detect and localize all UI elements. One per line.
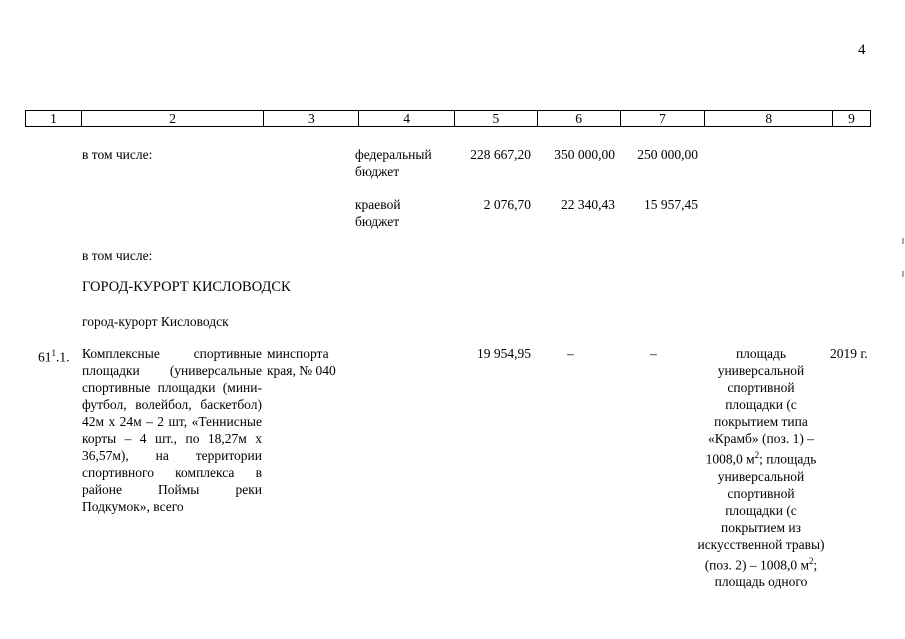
federal-budget-label: федеральный бюджет — [355, 147, 432, 179]
city-heading: город-курорт Кисловодск — [82, 314, 229, 329]
scan-speck — [902, 271, 904, 277]
item-number-main: 61 — [38, 349, 52, 365]
item-col6-value: – — [567, 346, 574, 361]
scan-speck — [902, 238, 904, 244]
item-year: 2019 г. — [830, 346, 868, 361]
item-number-superscript: 1 — [51, 348, 56, 358]
item-number — [38, 345, 70, 366]
header-cell-8: 8 — [705, 111, 833, 126]
regional-budget-col5: 2 076,70 — [483, 197, 531, 212]
header-cell-5: 5 — [455, 111, 538, 126]
header-cell-3: 3 — [264, 111, 359, 126]
federal-budget-col6: 350 000,00 — [554, 147, 615, 162]
page-number: 4 — [858, 42, 866, 58]
item-number-tail: .1. — [56, 349, 70, 365]
item-result-part-3: ; площадь одного — [714, 557, 818, 589]
regional-budget-col6: 22 340,43 — [561, 197, 615, 212]
header-cell-4: 4 — [359, 111, 455, 126]
header-cell-1: 1 — [26, 111, 82, 126]
header-cell-6: 6 — [538, 111, 621, 126]
item-col5-value: 19 954,95 — [477, 346, 531, 361]
regional-budget-label: краевой бюджет — [355, 197, 401, 229]
item-col7-value: – — [650, 346, 657, 361]
header-cell-2: 2 — [82, 111, 265, 126]
including-label: в том числе: — [82, 147, 153, 162]
federal-budget-col5: 228 667,20 — [470, 147, 531, 162]
item-result-superscript-2: 2 — [809, 555, 814, 566]
item-description: Комплексные спортивные площадки (универсальные спортивные площадки (мини-футбол, волейбол, баскетбол) 42м х 24м – 2 шт, «Теннисные корты – 4 шт., по 18,27м х 36,57м), на территории спортивного комплекса в районе Поймы реки Подкумок», всего — [82, 346, 262, 514]
city-heading-caps: ГОРОД-КУРОРТ КИСЛОВОДСК — [82, 279, 291, 295]
column-number-header — [25, 110, 871, 127]
header-cell-7: 7 — [621, 111, 706, 126]
item-result-part-2: ; площадь универсальной спортивной площадки (с покрытием из искусственной травы) (поз. 2) – 1008,0 м — [697, 451, 825, 572]
including-label-2: в том числе: — [82, 248, 153, 263]
item-result-superscript-1: 2 — [754, 450, 760, 460]
regional-budget-col7: 15 957,45 — [644, 197, 698, 212]
header-cell-9: 9 — [848, 111, 855, 126]
item-result — [697, 345, 825, 590]
federal-budget-col7: 250 000,00 — [637, 147, 698, 162]
item-customer: минспорта края, № 040 — [267, 346, 336, 378]
item-result-part-1: площадь универсальной спортивной площадки (с покрытием типа «Крамб» (поз. 1) – 1008,0 м — [705, 346, 814, 467]
